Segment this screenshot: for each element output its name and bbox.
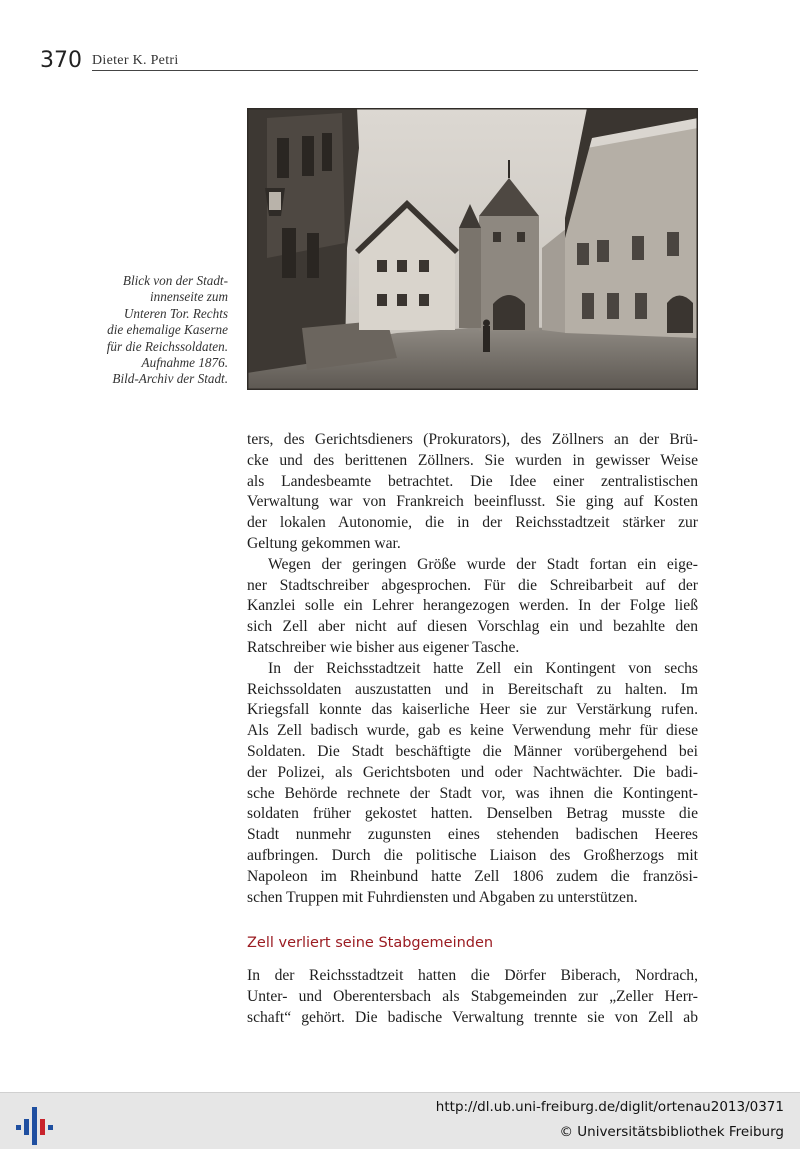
caption-line: Unteren Tor. Rechts	[123, 305, 228, 321]
caption-line: innenseite zum	[149, 289, 228, 305]
caption-line: Bild-Archiv der Stadt.	[112, 371, 228, 387]
text-line: Wegen der geringen Größe wurde der Stadt fortan ein eige-	[268, 555, 698, 573]
photo-caption	[40, 273, 228, 388]
text-line: Reichssoldaten auszustatten und in Bereitschaft zu halten. Im	[247, 680, 698, 698]
ub-freiburg-logo-icon	[16, 1101, 56, 1145]
text-line: schaft“ gehört. Die badische Verwaltung trennte sie von Zell ab	[247, 1008, 698, 1026]
source-url-link[interactable]: http://dl.ub.uni-freiburg.de/diglit/ortenau2013/0371	[435, 1099, 784, 1115]
section-heading: Zell verliert seine Stabgemeinden	[247, 935, 494, 951]
caption-line: Aufnahme 1876.	[141, 355, 228, 371]
text-line: Kanzlei solle ein Lehrer herangezogen werden. In der Folge ließ	[247, 597, 698, 615]
caption-line: für die Reichssoldaten.	[106, 338, 228, 354]
text-line: Stadt nunmehr zugunsten eines stehenden badischen Heeres	[247, 826, 698, 844]
text-line: sich Zell aber nicht auf diesen Vorschlag ein und bezahlte den	[247, 618, 698, 636]
historic-photo	[247, 108, 698, 390]
text-line: Als Zell badisch wurde, gab es keine Verwendung mehr für diese	[247, 722, 698, 740]
text-line: der Polizei, als Gerichtsboten und oder Nachtwächter. Die badi-	[247, 763, 698, 781]
text-line: ters, des Gerichtsdieners (Prokurators), des Zöllners an der Brü-	[247, 431, 698, 448]
text-line: schen Truppen mit Fuhrdiensten und Abgaben zu unterstützen.	[247, 888, 638, 906]
text-line: Ratschreiber wie bisher aus eigener Tasche.	[247, 638, 520, 656]
text-line: Kriegsfall konnte das kaiserliche Heer sie zur Verstärkung rufen.	[247, 701, 698, 719]
body-text	[247, 430, 698, 908]
text-line: Geltung gekommen war.	[247, 534, 401, 552]
footer-bar	[0, 1092, 800, 1149]
caption-line: Blick von der Stadt-	[122, 273, 228, 288]
text-line: In der Reichsstadtzeit hatte Zell ein Kontingent von sechs	[268, 659, 698, 677]
text-line: Unter- und Oberentersbach als Stabgemeinden zur „Zeller Herr-	[247, 987, 698, 1005]
text-line: als Landesbeamte betrachtet. Die Idee einer zentralistischen	[247, 472, 698, 490]
text-line: Napoleon im Rheinbund hatte Zell 1806 zudem die französi-	[247, 867, 698, 885]
page-number: 370	[40, 48, 82, 73]
text-line: In der Reichsstadtzeit hatten die Dörfer Biberach, Nordrach,	[247, 967, 698, 984]
caption-line: die ehemalige Kaserne	[107, 322, 228, 338]
header-rule	[92, 70, 698, 71]
section-body-text	[247, 966, 698, 1028]
text-line: aufbringen. Durch die politische Liaison des Großherzogs mit	[247, 846, 698, 864]
text-line: soldaten früher gekostet hatten. Denselben Betrag musste die	[247, 805, 698, 823]
copyright-notice: © Universitätsbibliothek Freiburg	[559, 1124, 784, 1140]
text-line: ner Stadtschreiber abgesprochen. Für die Schreibarbeit auf der	[247, 576, 698, 594]
text-line: sche Behörde rechnete der Stadt vor, was ihnen die Kontingent-	[247, 784, 698, 802]
text-line: Verwaltung war von Frankreich beeinflusst. Sie ging auf Kosten	[247, 493, 698, 511]
text-line: cke und des berittenen Zöllners. Sie wurden in gewisser Weise	[247, 451, 698, 469]
page-header	[40, 50, 698, 72]
text-line: Soldaten. Die Stadt beschäftigte die Männer vorübergehend bei	[247, 742, 698, 760]
text-line: der lokalen Autonomie, die in der Reichsstadtzeit stärker zur	[247, 514, 698, 532]
running-head: Dieter K. Petri	[92, 53, 179, 68]
